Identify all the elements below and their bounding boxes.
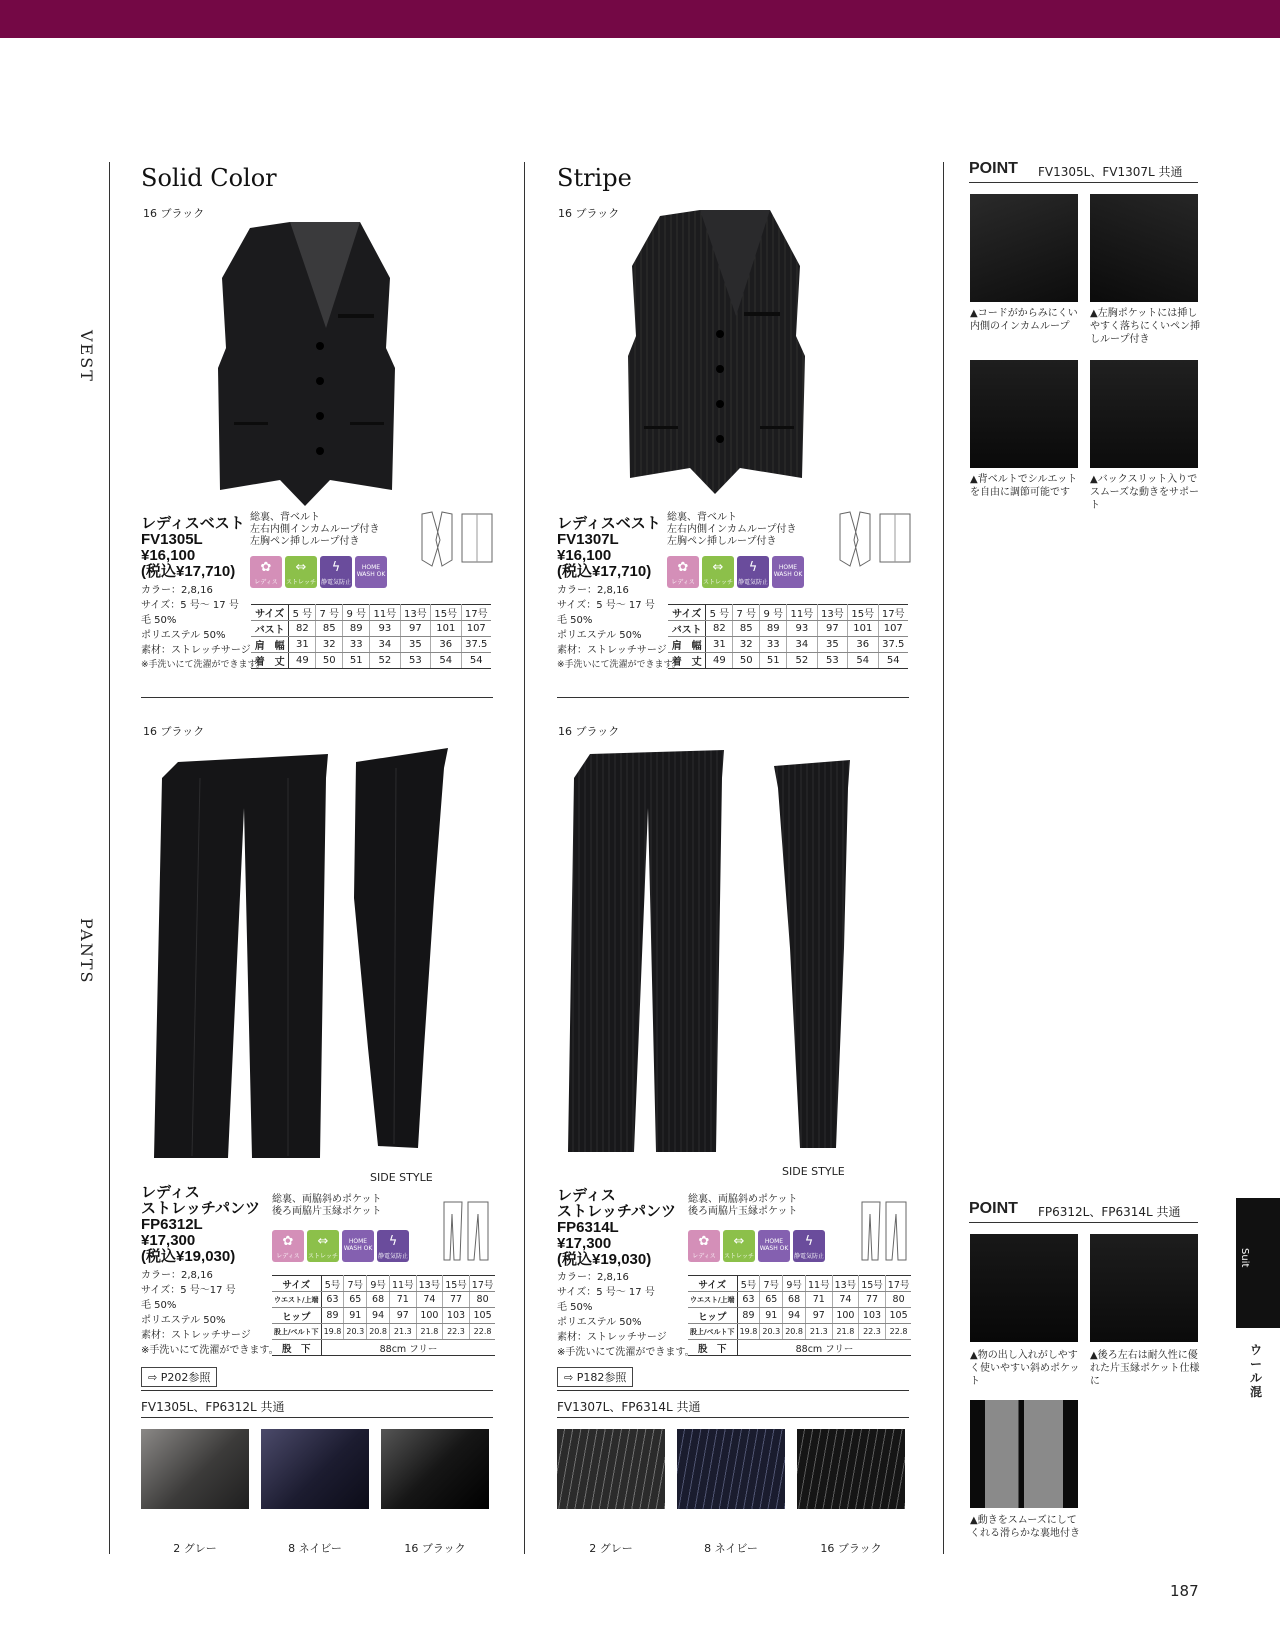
pants-name-solid (141, 1185, 260, 1265)
point-image-slant-pocket (970, 1234, 1078, 1342)
info-line: ポリエステル 50% (141, 1315, 226, 1326)
ladies-badge: ✿ レディス (272, 1230, 304, 1262)
table-row: 股 下 88cm フリー (272, 1340, 495, 1356)
point-caption: ▲物の出し入れがしやすく使いやすい斜めポケット (970, 1350, 1080, 1387)
pants-info-solid (141, 1268, 279, 1358)
side-tab-kanji: ウール混 (1250, 1343, 1263, 1399)
antistatic-badge: ϟ 静電気防止 (793, 1230, 825, 1262)
antistatic-badge: ϟ 静電気防止 (737, 556, 769, 588)
info-line: 素材：ストレッチサージ (557, 645, 667, 656)
feature-line: 総裏、両脇斜めポケット (272, 1194, 382, 1205)
point-caption: ▲動きをスムーズにしてくれる滑らかな裏地付き (970, 1515, 1080, 1539)
pants-color-label: 16 ブラック (558, 725, 620, 738)
table-row: ウエスト/上端 63 65 68 71 74 77 80 (272, 1292, 495, 1308)
page-reference-link[interactable]: ⇨ P182参照 (557, 1367, 633, 1387)
antistatic-badge: ϟ 静電気防止 (320, 556, 352, 588)
point-caption: ▲コードがからみにくい内側のインカムループ (970, 308, 1078, 332)
vest-color-label: 16 ブラック (143, 207, 205, 220)
info-line: サイズ：5 号～ 17 号 (141, 600, 239, 611)
table-row: サイズ 5 号 7 号 9 号 11号 13号 15号 17号 (668, 605, 908, 621)
table-row: ヒップ 89 91 94 97 100 103 105 (272, 1308, 495, 1324)
vest-code: FV1305L (141, 531, 203, 548)
vest-size-table-solid (251, 604, 491, 669)
point-subtitle-vest: FV1305L、FV1307L 共通 (1038, 165, 1183, 179)
pants-name-line: レディス (557, 1187, 616, 1204)
ribbon-icon: ✿ (260, 560, 272, 575)
page-reference-link[interactable]: ⇨ P202参照 (141, 1367, 217, 1387)
pants-size-table-stripe (688, 1275, 911, 1356)
point-image-pen-loop (1090, 194, 1198, 302)
vest-name-solid (141, 516, 245, 580)
info-line: ※手洗いにて洗濯ができます。 (141, 660, 265, 670)
vest-photo-stripe (620, 206, 810, 496)
info-line: ポリエステル 50% (141, 630, 226, 641)
info-line: 毛 50% (141, 615, 177, 626)
section-title-stripe: Stripe (557, 164, 632, 192)
page-number: 187 (1170, 1582, 1199, 1600)
pants-photo-solid (148, 748, 458, 1160)
column-rule-right (943, 162, 944, 1554)
table-row: バスト 82 85 89 93 97 101 107 (251, 621, 491, 637)
lightning-icon: ϟ (748, 560, 758, 575)
point-image-back-belt (970, 360, 1078, 468)
pants-line-drawing-solid (440, 1200, 492, 1262)
info-line: ポリエステル 50% (557, 630, 642, 641)
pants-name-line: ストレッチパンツ (557, 1203, 676, 1220)
divider (557, 1390, 909, 1391)
feature-line: 左胸ペン挿しループ付き (667, 536, 777, 547)
info-line: ポリエステル 50% (557, 1317, 642, 1328)
table-row: 着 丈 49 50 51 52 53 54 54 (251, 653, 491, 669)
vest-line-drawing-solid (418, 510, 496, 568)
ladies-badge: ✿ レディス (688, 1230, 720, 1262)
pants-size-table-solid (272, 1275, 495, 1356)
vest-size-table-stripe (668, 604, 908, 669)
table-row: 股上/ベルト下 19.8 20.3 20.8 21.3 21.8 22.3 22.8 (688, 1324, 911, 1340)
info-line: カラー：2,8,16 (141, 1270, 213, 1281)
table-row: ヒップ 89 91 94 97 100 103 105 (688, 1308, 911, 1324)
feature-line: 総裏、両脇斜めポケット (688, 1194, 798, 1205)
info-line: サイズ：5 号～ 17 号 (557, 600, 655, 611)
feature-line: 左右内側インカムループ付き (667, 524, 797, 535)
info-line: ※手洗いにて洗濯ができます。 (557, 660, 681, 670)
pants-color-label: 16 ブラック (143, 725, 205, 738)
info-line: ※手洗いにて洗濯ができます。 (141, 1345, 279, 1356)
pants-photo-stripe (564, 748, 874, 1160)
homewash-badge: HOME WASH OK (355, 556, 387, 588)
ribbon-icon: ✿ (698, 1234, 710, 1249)
point-heading-pants: POINT (969, 1200, 1018, 1217)
info-line: カラー：2,8,16 (557, 1272, 629, 1283)
swatch-gray-stripe (557, 1429, 665, 1509)
vest-photo-solid (210, 218, 400, 508)
pants-name-line: レディス (141, 1184, 200, 1201)
table-row: 肩 幅 31 32 33 34 35 36 37.5 (251, 637, 491, 653)
swatch-black (381, 1429, 489, 1509)
vest-info-solid (141, 583, 265, 673)
stretch-badge: ⇔ ストレッチ (285, 556, 317, 588)
feature-line: 総裏、背ベルト (250, 512, 320, 523)
vest-features-solid (250, 512, 380, 548)
vest-name-stripe (557, 516, 661, 580)
side-style-label: SIDE STYLE (370, 1171, 433, 1184)
vest-price: ¥16,100 (141, 547, 196, 564)
divider (969, 1222, 1198, 1223)
stretch-badge: ⇔ ストレッチ (702, 556, 734, 588)
point-image-incam-loop (970, 194, 1078, 302)
side-tab-text: Suit (1239, 1248, 1250, 1268)
lightning-icon: ϟ (388, 1234, 398, 1249)
info-line: カラー：2,8,16 (141, 585, 213, 596)
divider (557, 1417, 909, 1418)
badges-vest-stripe (667, 556, 804, 588)
info-line: ※手洗いにて洗濯ができます。 (557, 1347, 695, 1358)
vest-price-tax: (税込¥17,710) (557, 563, 652, 580)
vest-color-label: 16 ブラック (558, 207, 620, 220)
swatch-black-stripe (797, 1429, 905, 1509)
info-line: 素材：ストレッチサージ (141, 645, 251, 656)
info-line: サイズ：5 号～ 17 号 (557, 1287, 655, 1298)
column-rule-middle (524, 162, 525, 1554)
point-caption: ▲バックスリット入りでスムーズな動きをサポート (1090, 474, 1199, 511)
side-label-pants: PANTS (77, 918, 96, 985)
info-line: サイズ：5 号～17 号 (141, 1285, 236, 1296)
table-row: サイズ 5号 7号 9号 11号 13号 15号 17号 (688, 1276, 911, 1292)
point-image-back-slit (1090, 360, 1198, 468)
pants-features-stripe (688, 1194, 798, 1218)
homewash-badge: HOME WASH OK (772, 556, 804, 588)
table-row: 股上/ベルト下 19.8 20.3 20.8 21.3 21.8 22.3 22.8 (272, 1324, 495, 1340)
divider (141, 697, 493, 698)
swatch-gray (141, 1429, 249, 1509)
pants-price-tax: (税込¥19,030) (557, 1251, 652, 1268)
stretch-icon: ⇔ (317, 1234, 329, 1249)
vest-name-text: レディスベスト (141, 515, 245, 532)
pants-price-tax: (税込¥19,030) (141, 1248, 236, 1265)
vest-info-stripe (557, 583, 681, 673)
swatch-caption: 8 ネイビー (288, 1542, 342, 1555)
lightning-icon: ϟ (804, 1234, 814, 1249)
feature-line: 総裏、背ベルト (667, 512, 737, 523)
common-label-solid: FV1305L、FP6312L 共通 (141, 1400, 285, 1414)
vest-code: FV1307L (557, 531, 619, 548)
divider (557, 697, 909, 698)
point-caption: ▲後ろ左右は耐久性に優れた片玉縁ポケット仕様に (1090, 1350, 1200, 1387)
ribbon-icon: ✿ (677, 560, 689, 575)
stretch-badge: ⇔ ストレッチ (307, 1230, 339, 1262)
vest-line-drawing-stripe (836, 510, 914, 568)
column-rule-left (109, 162, 110, 1554)
info-line: 素材：ストレッチサージ (557, 1332, 667, 1343)
point-caption: ▲左胸ポケットには挿しやすく落ちにくいペン挿しループ付き (1090, 308, 1200, 345)
ladies-badge: ✿ レディス (667, 556, 699, 588)
point-subtitle-pants: FP6312L、FP6314L 共通 (1038, 1205, 1181, 1219)
ladies-badge: ✿ レディス (250, 556, 282, 588)
table-row: バスト 82 85 89 93 97 101 107 (668, 621, 908, 637)
table-row: 股 下 88cm フリー (688, 1340, 911, 1356)
vest-price-tax: (税込¥17,710) (141, 563, 236, 580)
swatch-caption: 2 グレー (173, 1542, 217, 1555)
badges-pants-solid (272, 1230, 409, 1262)
point-image-back-pocket (1090, 1234, 1198, 1342)
swatch-caption: 2 グレー (589, 1542, 633, 1555)
antistatic-badge: ϟ 静電気防止 (377, 1230, 409, 1262)
point-image-lining (970, 1400, 1078, 1508)
info-line: 毛 50% (141, 1300, 177, 1311)
side-style-label: SIDE STYLE (782, 1165, 845, 1178)
divider (141, 1390, 493, 1391)
pants-price: ¥17,300 (557, 1235, 612, 1252)
swatch-caption: 16 ブラック (820, 1542, 882, 1555)
table-row: 着 丈 49 50 51 52 53 54 54 (668, 653, 908, 669)
pants-name-line: ストレッチパンツ (141, 1200, 260, 1217)
swatch-navy (261, 1429, 369, 1509)
vest-name-text: レディスベスト (557, 515, 661, 532)
swatch-caption: 16 ブラック (404, 1542, 466, 1555)
table-row: 肩 幅 31 32 33 34 35 36 37.5 (668, 637, 908, 653)
stretch-icon: ⇔ (733, 1234, 745, 1249)
pants-price: ¥17,300 (141, 1232, 196, 1249)
badges-vest-solid (250, 556, 387, 588)
pants-line-drawing-stripe (858, 1200, 910, 1262)
pants-code: FP6314L (557, 1219, 619, 1236)
feature-line: 左胸ペン挿しループ付き (250, 536, 360, 547)
pants-code: FP6312L (141, 1216, 203, 1233)
badges-pants-stripe (688, 1230, 825, 1262)
stretch-icon: ⇔ (712, 560, 724, 575)
divider (969, 182, 1198, 183)
swatch-navy-stripe (677, 1429, 785, 1509)
info-line: 素材：ストレッチサージ (141, 1330, 251, 1341)
info-line: 毛 50% (557, 615, 593, 626)
homewash-badge: HOME WASH OK (758, 1230, 790, 1262)
vest-features-stripe (667, 512, 797, 548)
stretch-badge: ⇔ ストレッチ (723, 1230, 755, 1262)
swatch-caption: 8 ネイビー (704, 1542, 758, 1555)
vest-price: ¥16,100 (557, 547, 612, 564)
side-label-vest: VEST (77, 330, 96, 383)
feature-line: 後ろ両脇片玉縁ポケット (272, 1206, 382, 1217)
stretch-icon: ⇔ (295, 560, 307, 575)
homewash-badge: HOME WASH OK (342, 1230, 374, 1262)
ribbon-icon: ✿ (282, 1234, 294, 1249)
pants-info-stripe (557, 1270, 695, 1360)
feature-line: 左右内側インカムループ付き (250, 524, 380, 535)
lightning-icon: ϟ (331, 560, 341, 575)
table-row: サイズ 5 号 7 号 9 号 11号 13号 15号 17号 (251, 605, 491, 621)
feature-line: 後ろ両脇片玉縁ポケット (688, 1206, 798, 1217)
point-heading-vest: POINT (969, 160, 1018, 177)
section-title-solid: Solid Color (141, 164, 277, 192)
table-row: ウエスト/上端 63 65 68 71 74 77 80 (688, 1292, 911, 1308)
point-caption: ▲背ベルトでシルエットを自由に調節可能です (970, 474, 1078, 498)
common-label-stripe: FV1307L、FP6314L 共通 (557, 1400, 701, 1414)
pants-name-stripe (557, 1188, 676, 1268)
pants-features-solid (272, 1194, 382, 1218)
info-line: 毛 50% (557, 1302, 593, 1313)
table-row: サイズ 5号 7号 9号 11号 13号 15号 17号 (272, 1276, 495, 1292)
divider (141, 1417, 493, 1418)
info-line: カラー：2,8,16 (557, 585, 629, 596)
header-bar (0, 0, 1280, 38)
